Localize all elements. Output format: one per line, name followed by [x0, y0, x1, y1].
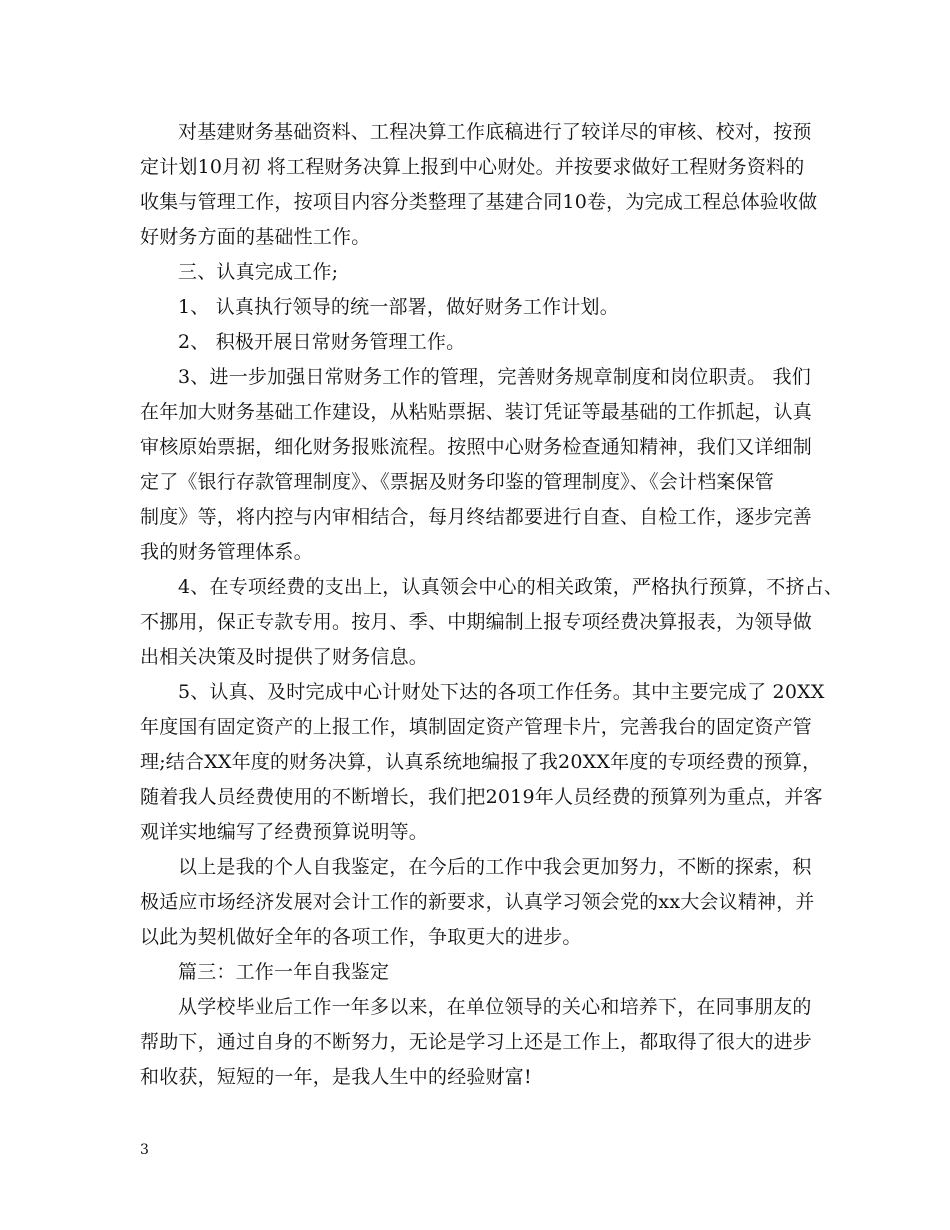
text-line: 出相关决策及时提供了财务信息。 — [140, 646, 429, 668]
document-body — [140, 115, 844, 1095]
text-line: 1、 认真执行领导的统一部署，做好财务工作计划。 — [178, 296, 619, 318]
text-line: 不挪用，保正专款专用。按月、季、中期编制上报专项经费决算报表，为领导做 — [140, 611, 813, 633]
text-line: 制度》等，将内控与内审相结合，每月终结都要进行自查、自检工作，逐步完善 — [140, 506, 813, 528]
text-line: 对基建财务基础资料、工程决算工作底稿进行了较详尽的审核、校对，按预 — [178, 121, 812, 143]
text-line: 和收获，短短的一年，是我人生中的经验财富! — [140, 1066, 532, 1088]
text-line: 2、 积极开展日常财务管理工作。 — [178, 331, 466, 353]
text-line: 审核原始票据，细化财务报账流程。按照中心财务检查通知精神，我们又详细制 — [140, 436, 813, 458]
text-line: 年度国有固定资产的上报工作，填制固定资产管理卡片，完善我台的固定资产管 — [140, 716, 813, 738]
page-number: 3 — [140, 1142, 149, 1158]
text-line: 在年加大财务基础工作建设，从粘贴票据、装订凭证等最基础的工作抓起，认真 — [140, 401, 813, 423]
text-line: 定计划10月初 将工程财务决算上报到中心财处。并按要求做好工程财务资料的 — [140, 156, 805, 178]
text-line: 篇三：工作一年自我鉴定 — [178, 961, 390, 983]
text-line: 收集与管理工作，按项目内容分类整理了基建合同10卷，为完成工程总体验收做 — [140, 191, 818, 213]
text-line: 我的财务管理体系。 — [140, 541, 313, 563]
text-line: 从学校毕业后工作一年多以来，在单位领导的关心和培养下，在同事朋友的 — [178, 996, 812, 1018]
text-line: 好财务方面的基础性工作。 — [140, 226, 371, 248]
text-line: 4、在专项经费的支出上，认真领会中心的相关政策，严格执行预算，不挤占、 — [178, 576, 844, 598]
text-line: 观详实地编写了经费预算说明等。 — [140, 821, 429, 843]
text-line: 3、进一步加强日常财务工作的管理，完善财务规章制度和岗位职责。 我们 — [178, 366, 811, 388]
text-line: 随着我人员经费使用的不断增长，我们把2019年人员经费的预算列为重点，并客 — [140, 786, 823, 808]
text-line: 以上是我的个人自我鉴定，在今后的工作中我会更加努力，不断的探索，积 — [178, 856, 812, 878]
text-line: 定了《银行存款管理制度》、《票据及财务印鉴的管理制度》、《会计档案保管 — [140, 471, 775, 493]
text-line: 理;结合XX年度的财务决算，认真系统地编报了我20XX年度的专项经费的预算， — [140, 751, 822, 773]
text-line: 5、认真、及时完成中心计财处下达的各项工作任务。其中主要完成了 20XX — [178, 681, 825, 703]
text-line: 以此为契机做好全年的各项工作，争取更大的进步。 — [140, 926, 582, 948]
text-line: 帮助下，通过自身的不断努力，无论是学习上还是工作上，都取得了很大的进步 — [140, 1031, 813, 1053]
text-line: 极适应市场经济发展对会计工作的新要求，认真学习领会党的xx大会议精神，并 — [140, 891, 815, 913]
text-line: 三、认真完成工作; — [178, 261, 339, 283]
